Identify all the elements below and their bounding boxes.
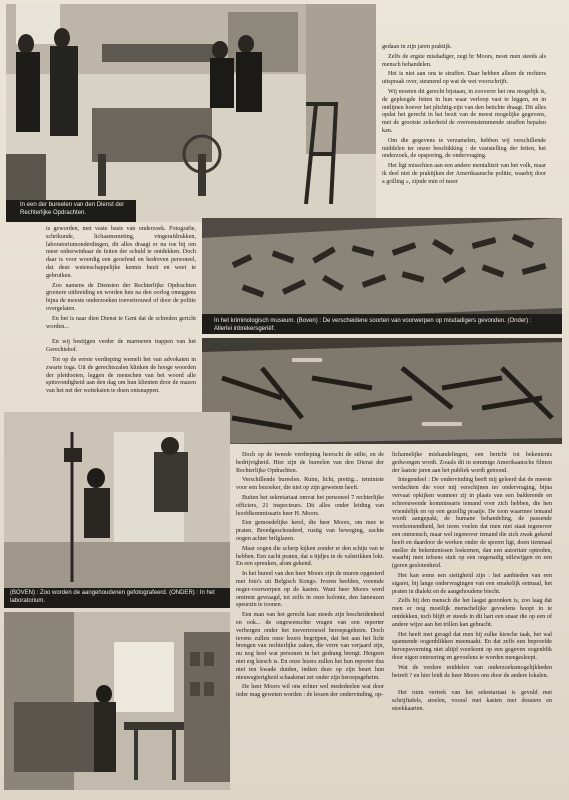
paragraph: Wij moeten dit gerecht bijstaan, in zooverre het ons mogelijk is, de gepleegde feiten in hun waar verloop vast te leggen, en in ontlijnen hoever het plichtig-zijn van den betichte draagt. Dit alles opdat het gerecht in het bezit van de meest mogelijke gegevens, met de grootste zekerheid de overeenstemmende straffen bepalen kan.	[382, 88, 546, 134]
paragraph: Buiten het sekretariaat omvat het personeel 7 rechterlijke officiers, 21 inspecteurs. Dit alles onder leiding van hoofdkommissaris heer H. Moors.	[236, 494, 384, 517]
paragraph: Zoo namens de Diensten der Rechterlijke Opdrachten grootere uitbreiding en worden hen na den oorlog omeggens bijna de meeste onderzoeken toevertrouwd of door de politie overgelaten.	[46, 282, 196, 312]
text-column-bottom-middle	[236, 452, 384, 702]
paragraph: Tot op de eerste verdieping wemelt het van advokaten in zwarte toga. Uit de gerechtszalen klinken de hooge woorden der pleidooien, leggen de menschen van het woord alle spitsvondigheid aan den dag om hun klienten door de mazen van het net der wetteksten te doen ontsnappen.	[46, 356, 196, 395]
photo-museum-burglary-tools	[202, 338, 562, 444]
photo-suspect-photographed-image	[4, 412, 230, 608]
caption-offices: In een der bureelen van den Dienst der Rechterlijke Opdrachten.	[20, 202, 125, 216]
paragraph: is geworden, met vaste basis van onderzoek. Fotografie, schrikunde, lichaamsmeting, vingerafdrukken, laboratoriumonderdingen, dit alles draagt er nu toe bij om meer onherwinbaar de feiten der schuld te ontdekken. Doch daar is voor woordig een geoefend en bedreven personeel, dat deze wetenschappelijke kennis bezit en weet te gebruiken.	[46, 226, 196, 279]
paragraph: Maar oogen die scherp kijken zonder er den schijn van te hebben. Een zacht praten, dat u tijdjes in de valstrikken lokt. En een spreuken, alom gekend.	[236, 545, 384, 568]
paragraph: Een man van het gerecht kan steeds zijn bescheidenheid en ook... de ongewenschte vragen van een reporter verbergen onder het toevertrouwd beroepsgeheim. Doch tevens zullen onze lezers begrijpen, dat het aan het licht brengen van rechterlijke zaken, die verre van verjaard zijn, nu nog heel wat personen in het gedrang brengt. Hetgeen niet erg kiesch is. En onze lezers zullen het hun reporter dus niet ten kwade duiden, indien deze op zijn beurt hun nieuwsgierigheid schaakmat zet onder zijn beroepsgeheim.	[236, 612, 384, 681]
paragraph: Doch op de tweede verdieping heerscht de stilte, en de bedrijvigheid. Hier zijn de bureelen van den Dienst der Rechterlijke Opdrachten.	[236, 452, 384, 474]
photo-laboratory-image	[4, 612, 230, 790]
text-column-middle-left	[46, 226, 196, 398]
photo-offices	[6, 4, 376, 222]
photo-museum-burglary-tools-image	[202, 338, 562, 444]
paragraph: En het is naar dien Dienst te Gent dat de schreden gericht worden...	[46, 315, 196, 330]
paragraph: Een gemoedelijke kerel, die heer Moors, om mee te praten. Breedgeschouderd, rustig van beweging, zachte oogen achter brilglazen.	[236, 520, 384, 542]
photo-museum-objects	[202, 218, 562, 334]
paragraph: Zelfs bij den mensch die het laagst gezonken is, zoo laag dat men er nog moeilijk menschelijke gevoelens hoopt in te ontdekken, toch blijft er steeds in dit hart een snaar die op een of andere wijze aan het trillen kan gebracht.	[392, 598, 552, 628]
paragraph: De heer Moors wil ons echter wel mededeelen wat door ieder mag geweten worden : de lessen der ondervinding, op-	[236, 684, 384, 699]
paragraph: Integendeel : De ondervinding heeft mij geleerd dat de meeste verdachten die voor mij verschijnen ter ondervraging, bijna vervaat opkijken wanneer zij in plaats van een balderende en schreeuwende kommissaris iemand voor zich hebben, die hen vriendelijk en op een gezellig praatje. De toon waarmee iemand wordt aangepakt, de humane behandeling, de passende voorkomendheid, het ieren voelen dat men niet staat tegenover een onmensch, maar wel tegenover iemand die zich zwak gekend heeft en daardoor de werken onder de sporen ligt, doen tienmaal sneller de bekentenissen loskomen, dan een autoritair optreden, waarbij men iefsens stuit op een ongenadig stilzwijgen en een (geren geslotenheid.	[392, 477, 552, 570]
photo-laboratory	[4, 612, 230, 790]
text-column-bottom-right	[392, 452, 552, 716]
paragraph: Het kan soms een sietigheid zijn : het aanbieden van een sigaret, bij lange ondervragingen van een smakelijk eetmaal, het praten in dialekt en de aangehoudene biecht.	[392, 572, 552, 595]
paragraph: Het heeft met geragd dat men bij zulke kiesche taak, het wal spannende oogenblikken meemaakt. En dat zelfs een beproefde beroepsvorming niet altijd voorkomt op een gegeven oogenblik door eigen ontroering en gevoelens te worden meegesleept.	[392, 631, 552, 661]
paragraph: Het ligt misschien aan een andere mentaliteit van het volk, maar ik deel niet de praktijken der Amerikaansche politie, waarbij door a grilling », zijnde min of meer	[382, 163, 546, 185]
paragraph: Het ruim vertrek van het sekretariaat is gevuld met schrijftafels, stoelen, vooral met kasten met dossiers en steekkaarten.	[392, 690, 552, 712]
paragraph: Het is niet aan ons te straffen. Daar hebben alleen de rechters uitspraak over, steunend op wat de wet voorschrijft.	[382, 71, 546, 86]
photo-museum-objects-image	[202, 218, 562, 334]
paragraph: Zelfs de ergste misdadiger, zegt hr Moors, moet men steeds als mensch behandelen.	[382, 53, 546, 68]
paragraph: Om die gegevens te verzamelen, hebben wij verschillende middelen ter onzer beschikking : de vaststelling der feiten, het onderzoek, de opsporing, de ondervraging.	[382, 137, 546, 160]
caption-museum: In het kriminologisch museum. (Boven) : De verscheidene soorten van voorwerpen op misdadigers gevonden. (Onder) : Allerlei inbrekersgeriëf.	[214, 318, 532, 332]
paragraph: Verschillende bureelen. Ruim, licht, prettig... teministe voor een bezoeker, die niet op zijn gewetem heeft.	[236, 477, 384, 492]
paragraph: gedaan in zijn jaren praktijk.	[382, 44, 452, 50]
photo-offices-image	[6, 4, 376, 222]
caption-lab: (BOVEN) : Zoo worden de aangehoudenen gefotografeerd. (ONDER) : In het laboratorium.	[10, 590, 215, 604]
paragraph: Wat de verdere middelen van onderzoeksmogelijkheden betreft ? en hier leidt de heer Moors ons door de andere lokalen.	[392, 664, 552, 679]
paragraph: In het bureel van den heer Moors zijn de muren opgesierd met foto's uit Belgisch Kongo. Ivoren beelden, vreemde neger-voorwerpen op de kasten. Want heer Moors werd omtrent gevraagd, tot zelfs in onze kolonie, den fameuzen speurzin te toonen.	[236, 571, 384, 609]
paragraph: lichamelijke mishandelingen, een bericht tot bekentenis gedwongen wordt. Zouals dit in sommige Amerikaansche filmen der laatste jaren aan het publiek wordt getoond.	[392, 452, 552, 474]
paragraph: En wij bestijgen verder de marmeren trappen van het Gerechtshof.	[46, 339, 196, 354]
text-column-top-right	[382, 44, 546, 189]
photo-suspect-photographed	[4, 412, 230, 608]
